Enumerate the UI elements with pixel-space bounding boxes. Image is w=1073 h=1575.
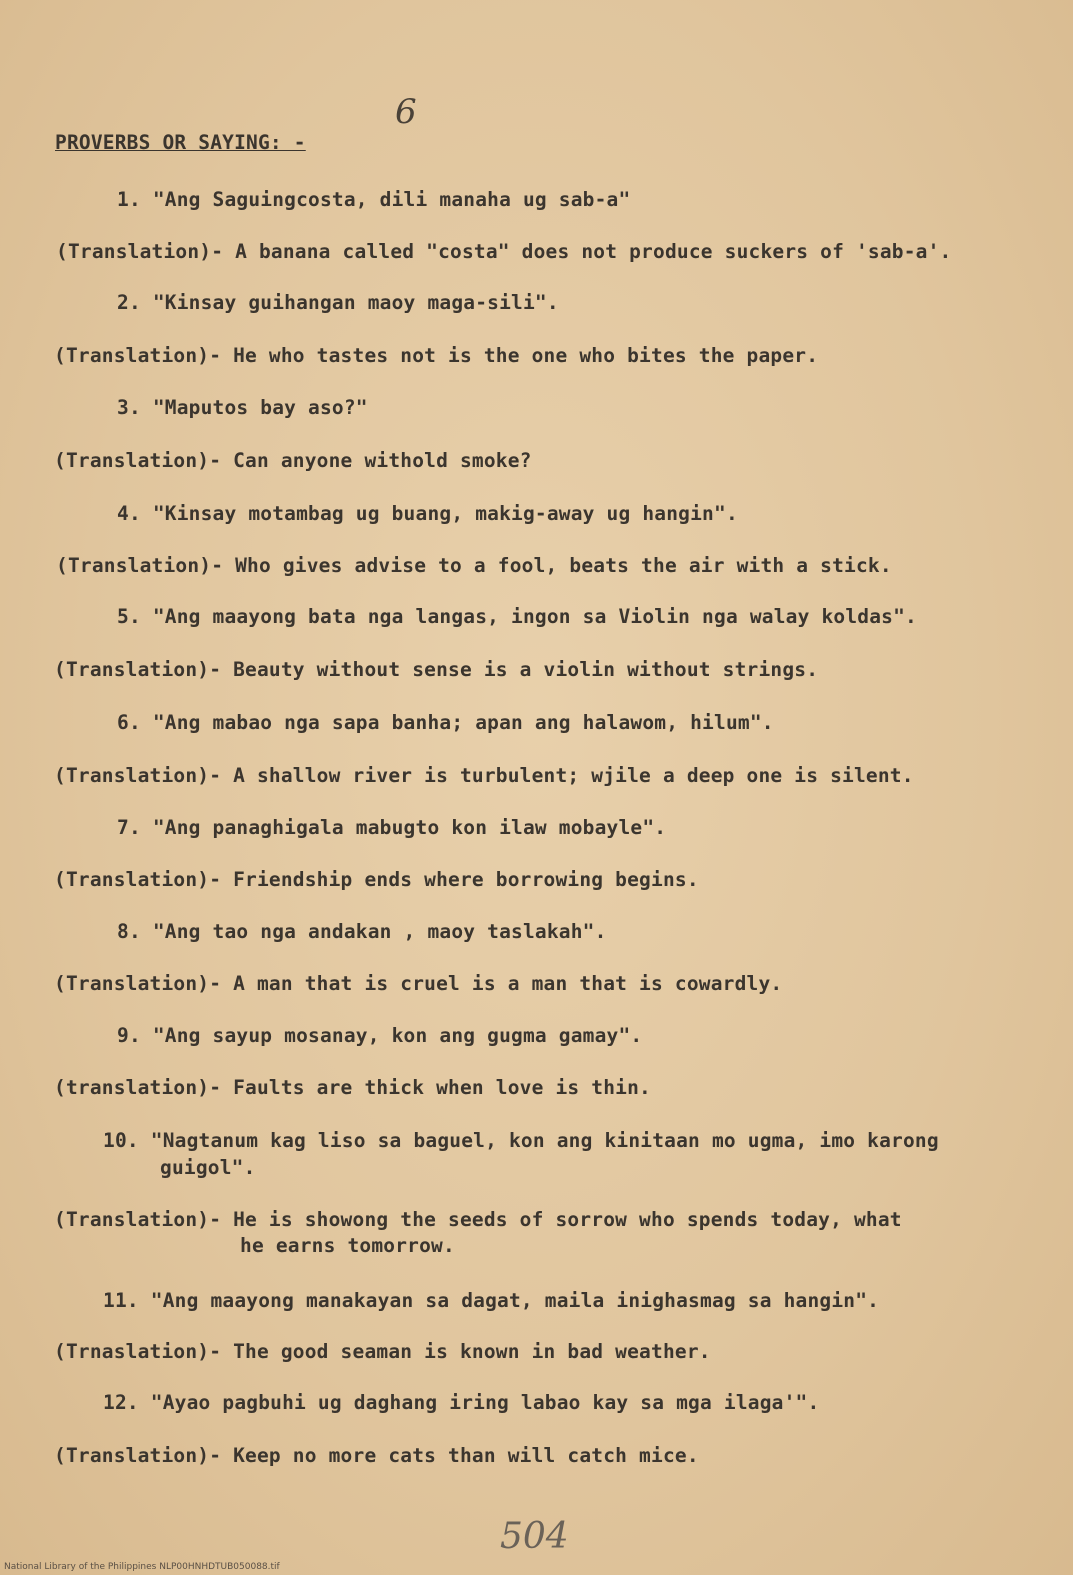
proverb-11-saying: 11. "Ang maayong manakayan sa dagat, maila inighasmag sa hangin". xyxy=(103,1289,880,1312)
proverb-11-translation: (Trnaslation)- The good seaman is known in bad weather. xyxy=(54,1340,711,1363)
proverb-3-translation: (Translation)- Can anyone withold smoke? xyxy=(54,449,532,472)
proverb-10-saying-continued: guigol". xyxy=(160,1156,256,1179)
proverb-7-translation: (Translation)- Friendship ends where borrowing begins. xyxy=(54,868,699,891)
proverb-5-saying: 5. "Ang maayong bata nga langas, ingon sa Violin nga walay koldas". xyxy=(117,605,917,628)
heading: PROVERBS OR SAYING: - xyxy=(55,131,306,154)
proverb-5-translation: (Translation)- Beauty without sense is a violin without strings. xyxy=(54,658,819,681)
proverb-4-saying: 4. "Kinsay motambag ug buang, makig-away ug hangin". xyxy=(117,502,738,525)
proverb-4-translation: (Translation)- Who gives advise to a fool, beats the air with a stick. xyxy=(56,554,892,577)
scan-footer: National Library of the Philippines NLP00HNHDTUB050088.tif xyxy=(4,1562,280,1572)
proverb-9-translation: (translation)- Faults are thick when love is thin. xyxy=(54,1076,651,1099)
proverb-2-translation: (Translation)- He who tastes not is the one who bites the paper. xyxy=(54,344,819,367)
proverb-8-saying: 8. "Ang tao nga andakan , maoy taslakah". xyxy=(117,920,607,943)
proverb-12-translation: (Translation)- Keep no more cats than will catch mice. xyxy=(54,1444,699,1467)
proverb-6-saying: 6. "Ang mabao nga sapa banha; apan ang halawom, hilum". xyxy=(117,711,774,734)
proverb-2-saying: 2. "Kinsay guihangan maoy maga-sili". xyxy=(117,291,559,314)
proverb-1-translation: (Translation)- A banana called "costa" does not produce suckers of 'sab-a'. xyxy=(56,240,952,263)
proverb-6-translation: (Translation)- A shallow river is turbulent; wjile a deep one is silent. xyxy=(54,764,914,787)
proverb-10-translation: (Translation)- He is showong the seeds of sorrow who spends today, what xyxy=(54,1208,902,1231)
handwritten-page-number: 6 xyxy=(395,92,417,132)
proverb-12-saying: 12. "Ayao pagbuhi ug daghang iring labao kay sa mga ilaga'". xyxy=(103,1391,820,1414)
proverb-7-saying: 7. "Ang panaghigala mabugto kon ilaw mobayle". xyxy=(117,816,667,839)
proverb-10-saying: 10. "Nagtanum kag liso sa baguel, kon ang kinitaan mo ugma, imo karong xyxy=(103,1129,939,1152)
proverb-10-translation-continued: he earns tomorrow. xyxy=(240,1234,455,1257)
proverb-1-saying: 1. "Ang Saguingcosta, dili manaha ug sab-a" xyxy=(117,188,631,211)
proverb-3-saying: 3. "Maputos bay aso?" xyxy=(117,396,368,419)
handwritten-folio-number: 504 xyxy=(500,1516,569,1557)
proverb-8-translation: (Translation)- A man that is cruel is a man that is cowardly. xyxy=(54,972,783,995)
proverb-9-saying: 9. "Ang sayup mosanay, kon ang gugma gamay". xyxy=(117,1024,643,1047)
